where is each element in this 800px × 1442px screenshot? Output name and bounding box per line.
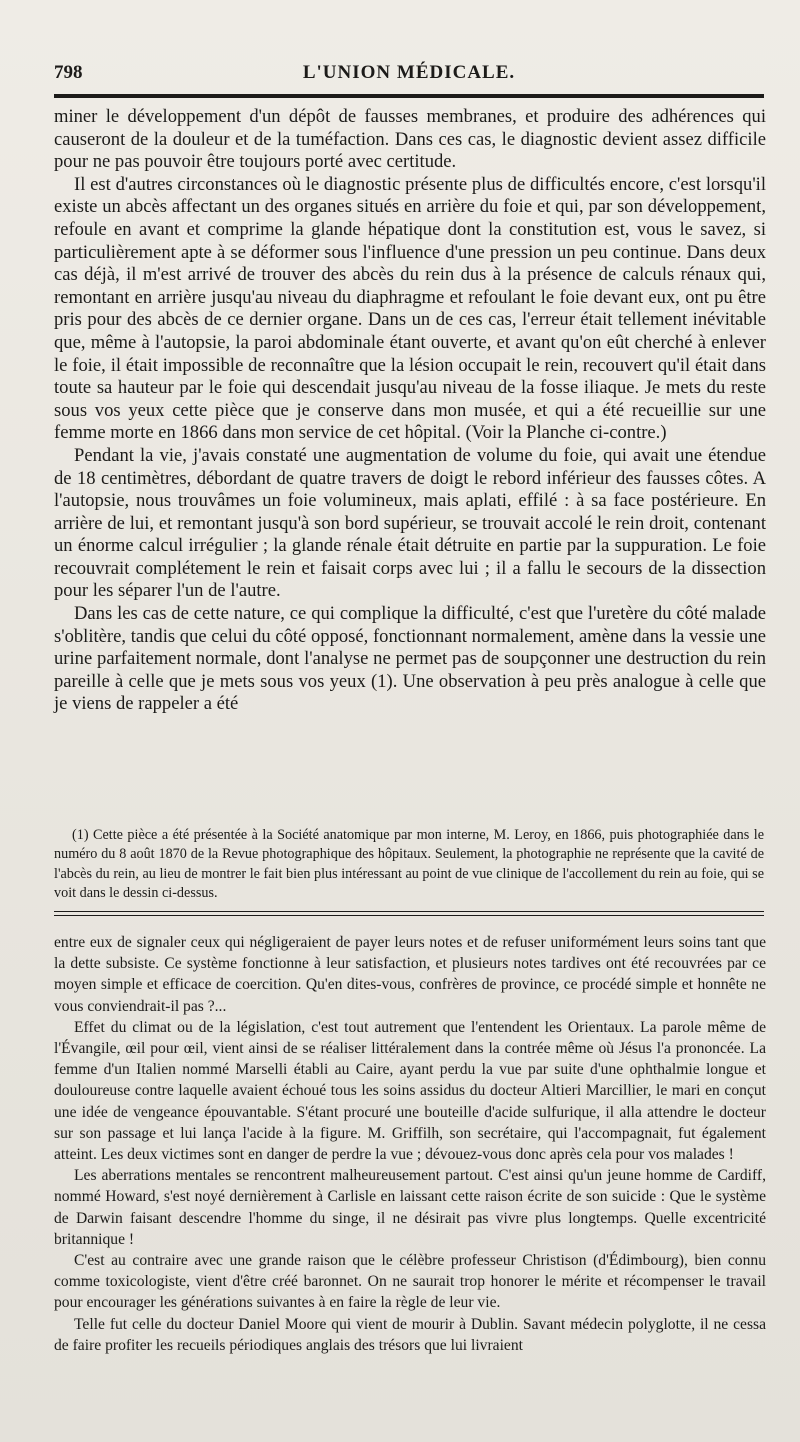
column-paragraph-5: Telle fut celle du docteur Daniel Moore qui vient de mourir à Dublin. Savant médecin polyglotte, il ne cessa de faire profiter les recueils périodiques anglais des trésors que lui livraient [54, 1315, 766, 1354]
column-paragraph-2: Effet du climat ou de la législation, c'est tout autrement que l'entendent les Orientaux. La parole même de l'Évangile, œil pour œil, vient ainsi de se réaliser littéralement dans la contrée même où Jésus l'a prononcée. La femme d'un Italien nommé Marselli établi au Caire, ayant perdu la vue par suite d'une ophthalmie longue et douloureuse contre laquelle avaient échoué tous les soins assidus du docteur Altieri Marcillier, le mari en conçut une idée de vengeance épouvantable. S'étant procuré une bouteille d'acide sulfurique, il alla attendre le docteur sur son passage et lui lança l'acide à la figure. M. Griffilh, son secrétaire, qui l'accompagnait, fut également atteint. Les deux victimes sont en danger de perdre la vue ; dévouez-vous donc après cela pour vos malades ! [54, 1018, 766, 1164]
running-title: L'UNION MÉDICALE. [302, 62, 516, 83]
main-paragraph-2: Il est d'autres circonstances où le diagnostic présente plus de difficultés encore, c'est lorsqu'il existe un abcès affectant un des organes situés en arrière du foie et qui, par son développement, refoule en avant et comprime la glande hépatique dont la constitution est, vous le savez, si particulièrement apte à se déformer sous l'influence d'une pression un peu continue. Dans deux cas déjà, il m'est arrivé de trouver des abcès du rein dus à la présence de calculs rénaux qui, remontant en arrière jusqu'au niveau du diaphragme et refoulant le foie devant eux, ont pu être pris pour des abcès de ce dernier organe. Dans un de ces cas, l'erreur était tellement inévitable que, même à l'autopsie, la paroi abdominale étant ouverte, et avant qu'on eût cherché à enlever le foie, il était impossible de reconnaître que la lésion occupait le rein, recouvert qu'il était dans toute sa hauteur par le foie qui descendait jusqu'au niveau de la fosse iliaque. Je mets du reste sous vos yeux cette pièce que je conserve dans mon musée, et qui a été recueillie sur une femme morte en 1866 dans mon service de cet hôpital. (Voir la Planche ci-contre.) [54, 173, 766, 444]
footnote [54, 826, 764, 904]
column-paragraph-1: entre eux de signaler ceux qui négligeraient de payer leurs notes et de refuser uniformément leurs soins tant que la dette subsiste. Ce système fonctionne à leur satisfaction, et plusieurs notes tardives ont été recouvrées par ce moyen simple et efficace de coercition. Qu'en dites-vous, confrères de province, ce procédé simple et honnête ne vous conviendrait-il pas ?... [54, 934, 766, 1015]
main-paragraph-3: Pendant la vie, j'avais constaté une augmentation de volume du foie, qui avait une étendue de 18 centimètres, débordant de quatre travers de doigt le rebord inférieur des fausses côtes. A l'autopsie, nous trouvâmes un foie volumineux, mais aplati, effilé : à sa face postérieure. En arrière de lui, et remontant jusqu'à son bord supérieur, se trouvait accolé le rein droit, contenant un énorme calcul irrégulier ; la glande rénale était détruite en partie par la suppuration. Le foie recouvrait complétement le rein et faisait corps avec lui ; il a fallu le secours de la dissection pour les séparer l'un de l'autre. [54, 444, 766, 602]
feuilleton-column [54, 932, 766, 1356]
footnote-text: (1) Cette pièce a été présentée à la Société anatomique par mon interne, M. Leroy, en 1866, puis photographiée dans le numéro du 8 août 1870 de la Revue photographique des hôpitaux. Seulement, la photographie ne représente que la cavité de l'abcès du rein, au lieu de montrer le fait bien plus intéressant au point de vue clinique de l'accollement du rein au foie, qui se voit dans le dessin ci-dessus. [54, 827, 764, 902]
header-rule [54, 94, 764, 98]
feuilleton-rule [54, 911, 764, 916]
column-paragraph-3: Les aberrations mentales se rencontrent malheureusement partout. C'est ainsi qu'un jeune homme de Cardiff, nommé Howard, s'est noyé dernièrement à Carlisle en laissant cette raison écrite de son suicide : Que le système de Darwin faisant descendre l'homme du singe, il ne désirait pas vivre plus longtemps. Quelle excentricité britannique ! [54, 1167, 766, 1248]
column-paragraph-4: C'est au contraire avec une grande raison que le célèbre professeur Christison (d'Édimbourg), bien connu comme toxicologiste, vient d'être créé baronnet. On ne saurait trop honorer le mérite et récompenser le travail pour encourager les générations suivantes à en faire la règle de leur vie. [54, 1252, 766, 1312]
main-paragraph-1: miner le développement d'un dépôt de fausses membranes, et produire des adhérences qui causeront de la douleur et de la tuméfaction. Dans ces cas, le diagnostic devient assez difficile pour ne pas pouvoir être toujours porté avec certitude. [54, 106, 766, 173]
main-text [54, 106, 766, 716]
main-paragraph-4: Dans les cas de cette nature, ce qui complique la difficulté, c'est que l'uretère du côté malade s'oblitère, tandis que celui du côté opposé, fonctionnant normalement, amène dans la vessie une urine parfaitement normale, dont l'analyse ne permet pas de soupçonner une destruction du rein pareille à celle que je mets sous vos yeux (1). Une observation à peu près analogue à celle que je viens de rappeler a été [54, 603, 766, 715]
page-number: 798 [54, 62, 83, 83]
page-header [54, 52, 764, 86]
